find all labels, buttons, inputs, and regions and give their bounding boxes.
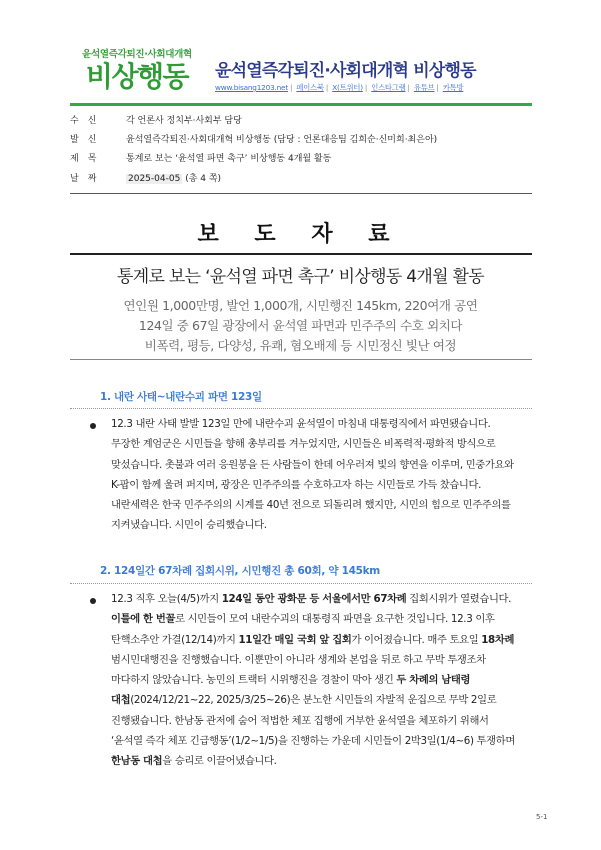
logo-main-text: 비상행동: [85, 60, 189, 93]
paragraph-line: [111, 515, 551, 535]
text-run: 을 승리로 이끌어냈습니다.: [162, 755, 277, 768]
paragraph-line: [111, 670, 551, 690]
info-row-recipient: [70, 112, 540, 131]
section-1-paragraph: [111, 414, 551, 536]
text-run: 탄핵소추안 가결(12/14)까지: [111, 633, 239, 646]
logo-top-text: 윤석열즉각퇴진·사회대개혁: [82, 49, 192, 60]
headline: 통계로 보는 ‘윤석열 파면 촉구’ 비상행동 4개월 활동: [117, 267, 484, 287]
subline-3: 비폭력, 평등, 다양성, 유쾌, 혐오배제 등 시민정신 빛난 여정: [144, 338, 457, 353]
header-divider: [70, 103, 532, 106]
bold-text: 18차례: [481, 633, 515, 646]
text-run: 12.3 내란 사태 발발 123일 만에 내란수괴 윤석열이 마침내 대통령직에서 파면됐습니다.: [111, 418, 491, 430]
text-run: 가 이어졌습니다. 매주 토요일: [351, 633, 482, 646]
logo: [72, 49, 202, 97]
summary-divider: [70, 359, 532, 360]
bold-text: 두 차례의 남태령: [396, 674, 471, 687]
press-release-title: 보 도 자 료: [197, 222, 404, 247]
info-row-subject: [70, 150, 540, 169]
info-row-date: [70, 170, 540, 189]
title-divider: [70, 253, 532, 255]
text-run: (2024/12/21~22, 2025/3/25~26)은 분노한 시민들의 자발적 운집으로 무박 2일로: [130, 694, 497, 707]
section-heading-2: 2. 124일간 67차례 집회시위, 시민행진 총 60회, 약 145km: [100, 565, 380, 577]
bullet-2: [90, 598, 96, 604]
youtube-link[interactable]: 유튜브: [413, 83, 435, 92]
info-value: 윤석열즉각퇴진·사회대개혁 비상행동 (담당 : 언론대응팀 김희순·신미희·최은아): [126, 135, 438, 146]
text-run: 12.3 직후 오늘(4/5)까지: [111, 593, 222, 605]
paragraph-line: [111, 495, 551, 515]
kakao-link[interactable]: 카톡방: [442, 83, 464, 92]
bold-text: 124일 동안 광화문 등 서울에서만 67차례: [221, 593, 407, 605]
info-label: 제목: [70, 154, 106, 165]
bullet-1: [90, 423, 96, 429]
info-divider: [70, 193, 532, 194]
info-label: 수신: [70, 116, 106, 126]
info-value: 통계로 보는 ‘윤석열 파면 촉구’ 비상행동 4개월 활동: [126, 154, 332, 165]
paragraph-line: [111, 609, 551, 629]
paragraph-line: [111, 751, 551, 771]
paragraph-line: [111, 630, 551, 650]
info-value: 각 언론사 정치부·사회부 담당: [126, 116, 242, 126]
paragraph-line: [111, 711, 551, 731]
website-link[interactable]: www.bisang1203.net: [215, 83, 289, 92]
info-row-sender: [70, 131, 540, 150]
paragraph-line: [111, 731, 551, 751]
section-2-paragraph: [111, 589, 551, 772]
text-run: 진행됐습니다. 한남동 관저에 숨어 적법한 체포 집행에 거부한 윤석열을 체포하기 위해서: [111, 714, 489, 727]
text-run: 지켜냈습니다. 시민이 승리했습니다.: [111, 519, 267, 532]
org-title: 윤석열즉각퇴진·사회대개혁 비상행동: [215, 61, 476, 81]
info-table: [70, 112, 540, 189]
paragraph-line: [111, 414, 551, 434]
info-date: 2025-04-05: [128, 173, 181, 184]
info-page-count: (총 4 쪽): [185, 173, 222, 184]
paragraph-line: [111, 455, 551, 475]
info-date-group: [126, 170, 221, 189]
text-run: 내란세력은 한국 민주주의의 시계를 40년 전으로 되돌리려 했지만, 시민의 힘으로 민주주의를: [111, 499, 511, 512]
section-1-dotted-line: [70, 408, 532, 409]
subline-2: 124일 중 67일 광장에서 윤석열 파면과 민주주의 수호 외치다: [138, 318, 463, 333]
instagram-link[interactable]: 인스타그램: [371, 83, 406, 92]
text-run: 마다하지 않았습니다. 농민의 트랙터 시위행진을 경찰이 막아 생긴: [111, 674, 397, 687]
info-label: 날짜: [70, 173, 106, 184]
text-run: 무장한 계엄군은 시민들을 향해 총부리를 겨누었지만, 시민들은 비폭력적·평화적 방식으로: [111, 438, 496, 451]
text-run: ‘윤석열 즉각 체포 긴급행동’(1/2~1/5)을 진행하는 가운데 시민들이 2박3일(1/4~6) 투쟁하며: [111, 735, 515, 748]
text-run: 로 시민들이 모여 내란수괴의 대통령직 파면을 요구한 것입니다. 12.3 이후: [175, 613, 495, 626]
bold-text: 11일간 매일 국회 앞 집회: [238, 633, 352, 646]
text-run: 범시민대행진을 진행했습니다. 이뿐만이 아니라 생계와 본업을 뒤로 하고 무박 투쟁조차: [111, 653, 486, 666]
bold-text: 한남동 대첩: [111, 755, 163, 768]
text-run: K-팝이 함께 울려 퍼지며, 광장은 민주주의를 수호하고자 하는 시민들로 가득 찼습니다.: [111, 478, 482, 491]
text-run: 집회시위가 열렸습니다.: [406, 593, 512, 605]
paragraph-line: [111, 475, 551, 495]
paragraph-line: [111, 650, 551, 670]
paragraph-line: [111, 690, 551, 710]
subline-1: 연인원 1,000만명, 발언 1,000개, 시민행진 145km, 220여개 공연: [123, 298, 478, 313]
info-label: 발신: [70, 135, 106, 146]
section-2-dotted-line: [70, 583, 532, 584]
page-number: 5-1: [536, 813, 548, 821]
paragraph-line: [111, 589, 551, 609]
paragraph-line: [111, 434, 551, 454]
section-heading-1: 1. 내란 사태~내란수괴 파면 123일: [100, 391, 262, 403]
bold-text: 대첩: [111, 694, 131, 707]
text-run: 맞섰습니다. 촛불과 여러 응원봉을 든 사람들이 한데 어우러져 빛의 향연을 이루며, 민중가요와: [111, 458, 514, 471]
facebook-link[interactable]: 페이스북: [296, 83, 324, 92]
bold-text: 이틀에 한 번꼴: [111, 613, 176, 626]
twitter-link[interactable]: X(트위터): [332, 83, 363, 92]
org-links: www.bisang1203.net | 페이스북 | X(트위터) | 인스타그램 | 유튜브 | 카톡방: [215, 83, 464, 92]
